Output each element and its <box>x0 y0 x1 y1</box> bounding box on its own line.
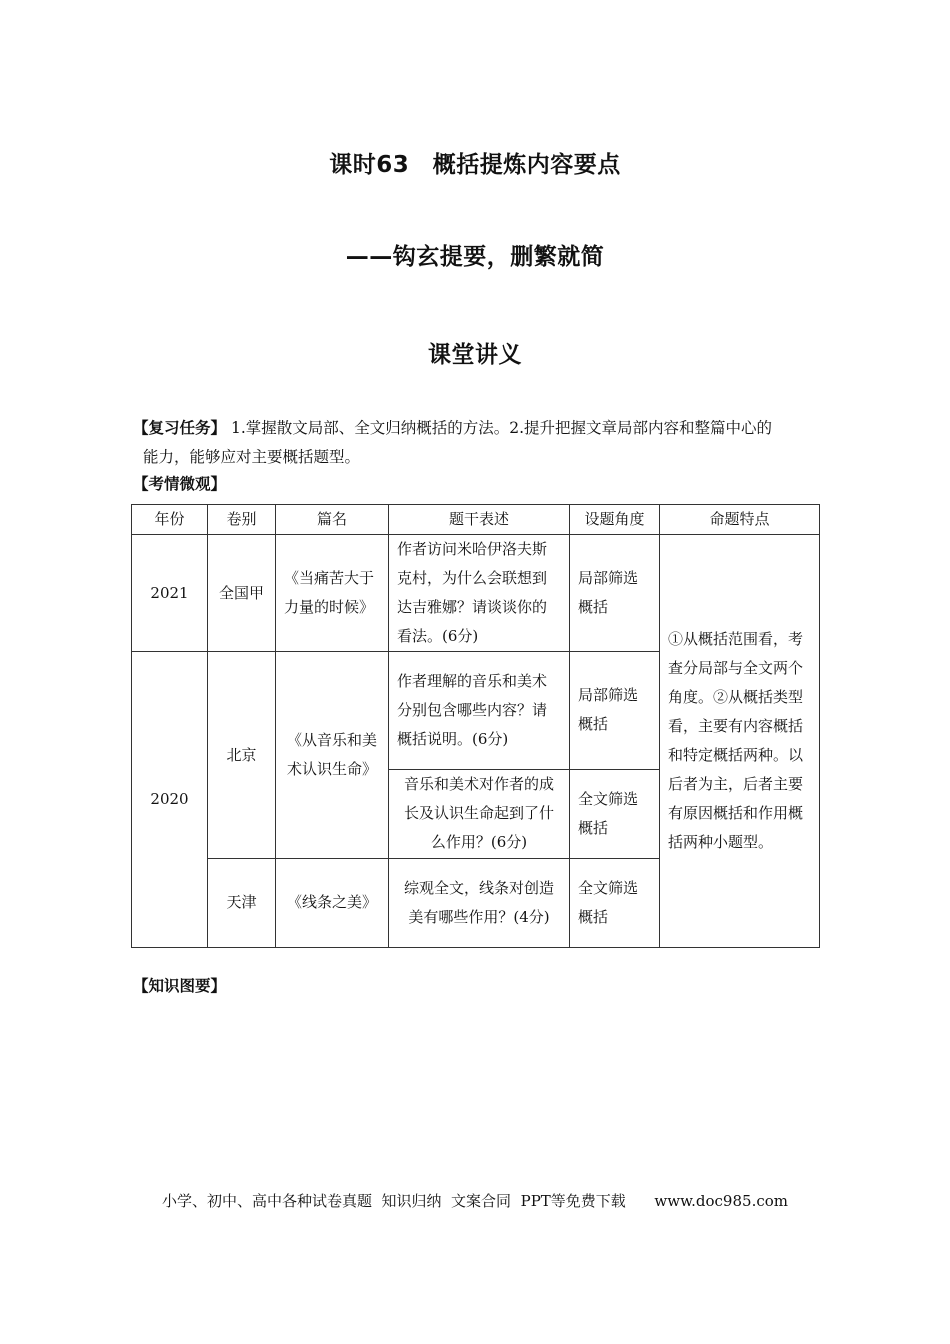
table-header: 卷别 <box>208 505 276 535</box>
section-title: 课堂讲义 <box>428 342 522 368</box>
angle-cell: 全文筛选概括 <box>570 858 660 947</box>
title-cell: 《当痛苦大于力量的时候》 <box>276 535 389 652</box>
paper-cell: 全国甲 <box>208 535 276 652</box>
question-cell: 作者访问米哈伊洛夫斯克村，为什么会联想到达吉雅娜？请谈谈你的看法。(6分) <box>389 535 570 652</box>
question-cell: 综观全文，线条对创造美有哪些作用？(4分) <box>389 858 570 947</box>
table-header: 命题特点 <box>660 505 820 535</box>
lesson-title: 课时63 概括提炼内容要点 <box>329 152 621 178</box>
paper-cell: 北京 <box>208 652 276 858</box>
question-cell: 音乐和美术对作者的成长及认识生命起到了什么作用？(6分) <box>389 769 570 858</box>
question-cell: 作者理解的音乐和美术分别包含哪些内容？请概括说明。(6分) <box>389 652 570 769</box>
title-cell: 《从音乐和美术认识生命》 <box>276 652 389 858</box>
review-task-tag: 【复习任务】 <box>133 419 227 437</box>
paper-cell: 天津 <box>208 858 276 947</box>
review-task-line1: 1.掌握散文局部、全文归纳概括的方法。2.提升把握文章局部内容和整篇中心的 <box>230 419 773 437</box>
page-footer: 小学、初中、高中各种试卷真题 知识归纳 文案合同 PPT等免费下载 www.doc985.com <box>161 1192 788 1210</box>
table-header: 年份 <box>132 505 208 535</box>
angle-cell: 局部筛选概括 <box>570 535 660 652</box>
knowledge-map-label: 【知识图要】 <box>133 977 227 995</box>
table-header: 题干表述 <box>389 505 570 535</box>
year-cell: 2020 <box>132 652 208 948</box>
exam-analysis-label: 【考情微观】 <box>133 475 227 493</box>
angle-cell: 局部筛选概括 <box>570 652 660 769</box>
year-cell: 2021 <box>132 535 208 652</box>
exam-table <box>131 504 820 948</box>
angle-cell: 全文筛选概括 <box>570 769 660 858</box>
table-header: 设题角度 <box>570 505 660 535</box>
table-header-row <box>132 505 820 535</box>
table-header: 篇名 <box>276 505 389 535</box>
review-task-line2: 能力，能够应对主要概括题型。 <box>143 448 361 466</box>
review-task <box>133 414 823 472</box>
title-cell: 《线条之美》 <box>276 858 389 947</box>
lesson-subtitle: ——钩玄提要，删繁就简 <box>345 244 605 270</box>
table-row <box>132 535 820 652</box>
features-cell: ①从概括范围看，考查分局部与全文两个角度。②从概括类型看，主要有内容概括和特定概括两种。以后者为主，后者主要有原因概括和作用概括两种小题型。 <box>660 535 820 948</box>
